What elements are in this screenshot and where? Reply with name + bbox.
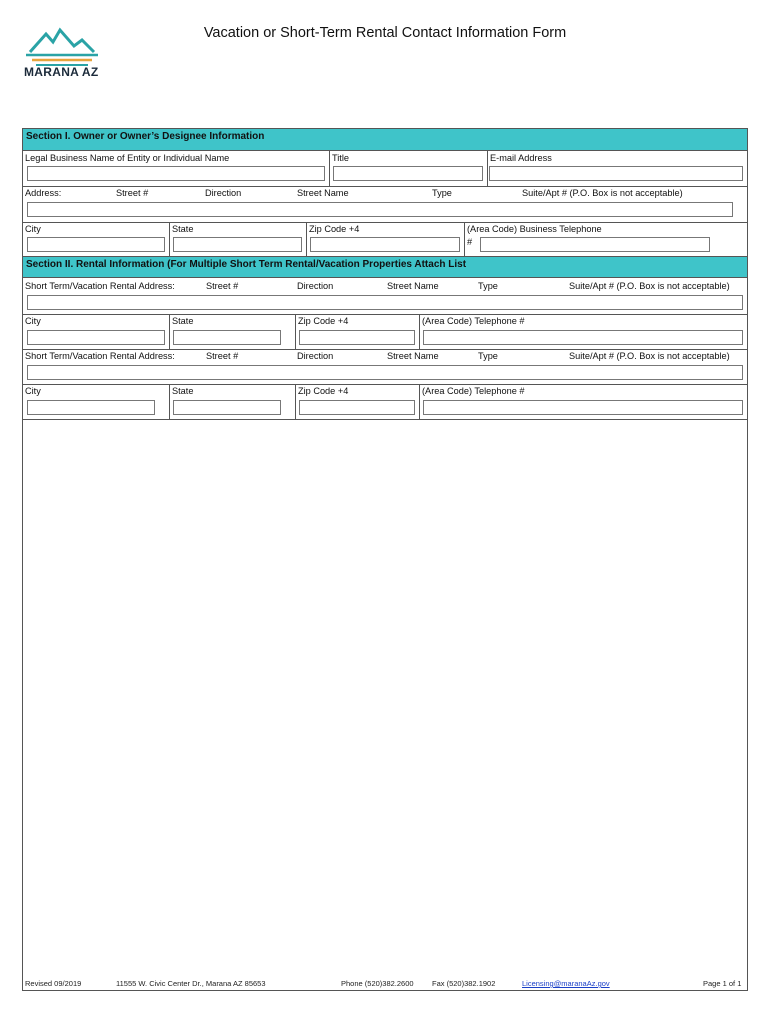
direction-label: Direction bbox=[205, 188, 242, 198]
street-num-label: Street # bbox=[206, 281, 239, 291]
address-field[interactable] bbox=[27, 202, 733, 217]
phone-field[interactable] bbox=[423, 330, 743, 345]
state-field[interactable] bbox=[173, 237, 302, 252]
state-field[interactable] bbox=[173, 330, 281, 345]
city-label: City bbox=[25, 386, 41, 396]
divider bbox=[295, 384, 296, 419]
divider bbox=[419, 314, 420, 349]
email-label: E-mail Address bbox=[490, 153, 552, 163]
suite-label: Suite/Apt # (P.O. Box is not acceptable) bbox=[522, 188, 683, 198]
divider bbox=[295, 314, 296, 349]
rental-address-label: Short Term/Vacation Rental Address: bbox=[25, 281, 175, 291]
divider bbox=[487, 151, 488, 186]
city-field[interactable] bbox=[27, 237, 165, 252]
revised-date: Revised 09/2019 bbox=[25, 979, 82, 988]
zip-label: Zip Code +4 bbox=[309, 224, 360, 234]
divider bbox=[464, 222, 465, 256]
phone-hash: # bbox=[467, 237, 473, 247]
section1-heading: Section I. Owner or Owner’s Designee Information bbox=[23, 129, 747, 151]
phone-label: (Area Code) Telephone # bbox=[422, 316, 525, 326]
state-label: State bbox=[172, 224, 194, 234]
page-title: Vacation or Short-Term Rental Contact Information Form bbox=[203, 25, 567, 41]
state-field[interactable] bbox=[173, 400, 281, 415]
street-name-label: Street Name bbox=[387, 351, 439, 361]
divider bbox=[169, 384, 170, 419]
street-num-label: Street # bbox=[116, 188, 149, 198]
phone-field[interactable] bbox=[423, 400, 743, 415]
city-field[interactable] bbox=[27, 330, 165, 345]
form-container bbox=[22, 128, 748, 991]
zip-field[interactable] bbox=[310, 237, 460, 252]
row-divider bbox=[23, 186, 747, 187]
row-divider bbox=[23, 314, 747, 315]
divider bbox=[329, 151, 330, 186]
state-label: State bbox=[172, 316, 194, 326]
zip-label: Zip Code +4 bbox=[298, 316, 349, 326]
footer-address: 11555 W. Civic Center Dr., Marana AZ 85653 bbox=[116, 979, 266, 988]
row-divider bbox=[23, 419, 747, 420]
section2-heading: Section II. Rental Information (For Multiple Short Term Rental/Vacation Properties Attach List bbox=[23, 256, 747, 278]
row-divider bbox=[23, 384, 747, 385]
divider bbox=[306, 222, 307, 256]
title-label: Title bbox=[332, 153, 350, 163]
email-field[interactable] bbox=[489, 166, 743, 181]
divider bbox=[169, 222, 170, 256]
city-field[interactable] bbox=[27, 400, 155, 415]
suite-label: Suite/Apt # (P.O. Box is not acceptable) bbox=[569, 351, 730, 361]
zip-field[interactable] bbox=[299, 400, 415, 415]
divider bbox=[169, 314, 170, 349]
street-num-label: Street # bbox=[206, 351, 239, 361]
footer-fax: Fax (520)382.1902 bbox=[432, 979, 496, 988]
direction-label: Direction bbox=[297, 351, 334, 361]
city-label: City bbox=[25, 224, 41, 234]
zip-label: Zip Code +4 bbox=[298, 386, 349, 396]
state-label: State bbox=[172, 386, 194, 396]
rental-address-field[interactable] bbox=[27, 295, 743, 310]
suite-label: Suite/Apt # (P.O. Box is not acceptable) bbox=[569, 281, 730, 291]
type-label: Type bbox=[478, 281, 498, 291]
street-name-label: Street Name bbox=[297, 188, 349, 198]
footer-phone: Phone (520)382.2600 bbox=[341, 979, 414, 988]
business-phone-field[interactable] bbox=[480, 237, 710, 252]
page-number: Page 1 of 1 bbox=[703, 979, 742, 988]
direction-label: Direction bbox=[297, 281, 334, 291]
footer-email-link[interactable]: Licensing@maranaAz.gov bbox=[522, 979, 610, 988]
divider bbox=[419, 384, 420, 419]
type-label: Type bbox=[432, 188, 452, 198]
row-divider bbox=[23, 222, 747, 223]
title-field[interactable] bbox=[333, 166, 483, 181]
rental-address-label: Short Term/Vacation Rental Address: bbox=[25, 351, 175, 361]
address-label: Address: bbox=[25, 188, 62, 198]
zip-field[interactable] bbox=[299, 330, 415, 345]
rental-address-field[interactable] bbox=[27, 365, 743, 380]
row-divider bbox=[23, 349, 747, 350]
city-label: City bbox=[25, 316, 41, 326]
legal-name-label: Legal Business Name of Entity or Individual Name bbox=[25, 153, 230, 163]
logo-text: MARANA AZ bbox=[24, 65, 99, 79]
legal-name-field[interactable] bbox=[27, 166, 325, 181]
phone-label: (Area Code) Telephone # bbox=[422, 386, 525, 396]
business-phone-label: (Area Code) Business Telephone bbox=[467, 224, 602, 234]
street-name-label: Street Name bbox=[387, 281, 439, 291]
type-label: Type bbox=[478, 351, 498, 361]
